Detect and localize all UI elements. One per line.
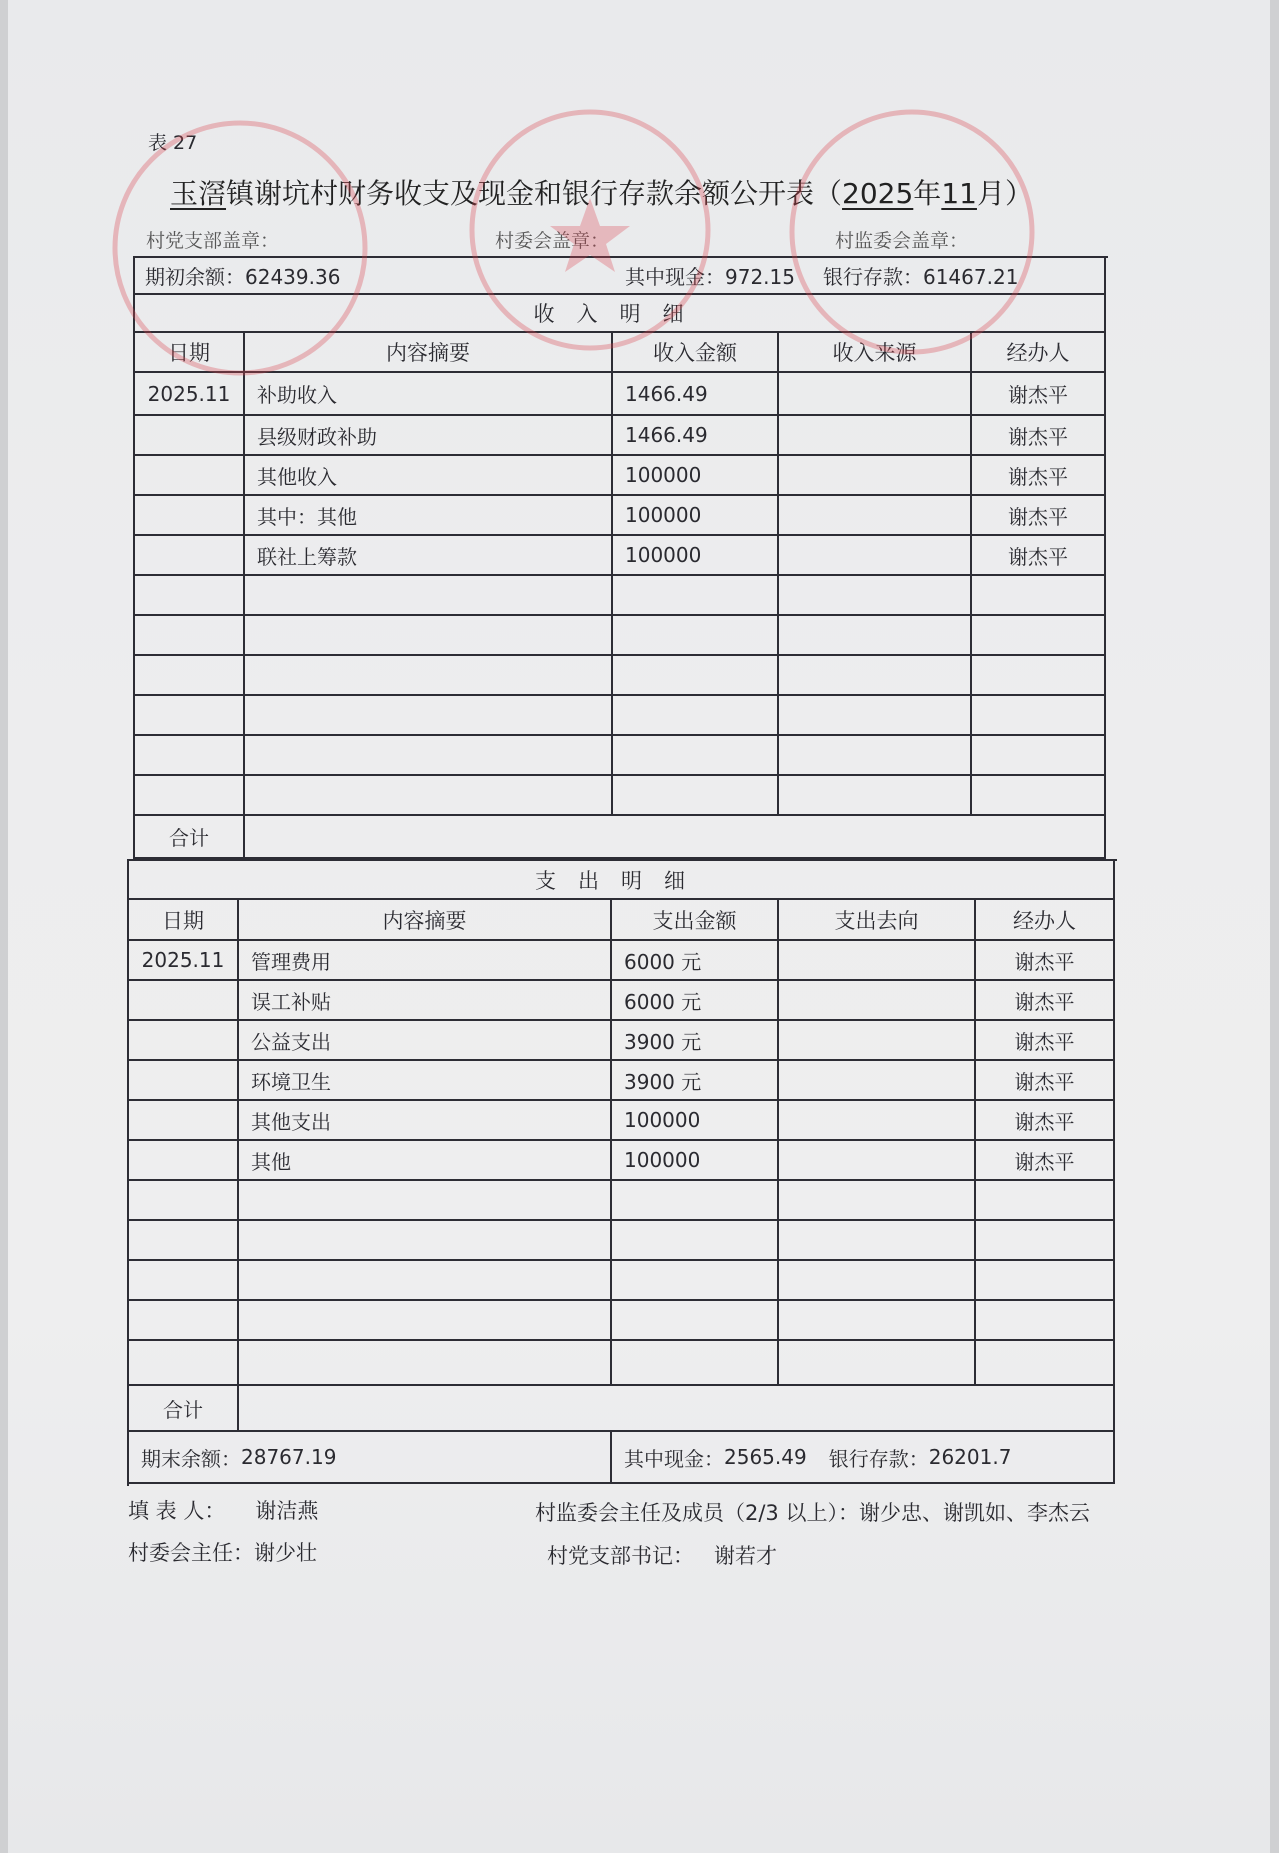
income-row-10-amount bbox=[613, 736, 779, 776]
secretary-line bbox=[547, 1540, 777, 1570]
expense-row-8-handler bbox=[976, 1221, 1115, 1261]
income-row-2-summary: 县级财政补助 bbox=[245, 416, 613, 456]
title-month-suffix: 月） bbox=[976, 177, 1033, 210]
closing-balance bbox=[129, 1432, 612, 1484]
income-row-3-date bbox=[135, 456, 245, 496]
expense-row-8-summary bbox=[239, 1221, 612, 1261]
expense-row-11-dest bbox=[779, 1341, 976, 1386]
expense-row-8-amount bbox=[612, 1221, 779, 1261]
income-row-9-summary bbox=[245, 696, 613, 736]
expense-row-5-dest bbox=[779, 1101, 976, 1141]
expense-row-2-dest bbox=[779, 981, 976, 1021]
expense-row-3-amount: 3900 元 bbox=[612, 1021, 779, 1061]
income-header-amount: 收入金额 bbox=[613, 333, 779, 373]
closing-value: 28767.19 bbox=[241, 1445, 337, 1469]
expense-header-date: 日期 bbox=[129, 900, 239, 941]
expense-row-2-handler: 谢杰平 bbox=[976, 981, 1115, 1021]
secretary-label: 村党支部书记： bbox=[547, 1544, 694, 1568]
income-row-8-handler bbox=[972, 656, 1106, 696]
expense-total-value bbox=[239, 1386, 1115, 1432]
expense-row-3-handler: 谢杰平 bbox=[976, 1021, 1115, 1061]
income-row-5-source bbox=[779, 536, 972, 576]
income-total-value bbox=[245, 816, 1106, 859]
income-total-label: 合计 bbox=[135, 816, 245, 859]
expense-row-7-amount bbox=[612, 1181, 779, 1221]
income-row-4-source bbox=[779, 496, 972, 536]
expense-row-1-amount: 6000 元 bbox=[612, 941, 779, 981]
expense-header-summary: 内容摘要 bbox=[239, 900, 612, 941]
income-row-6-source bbox=[779, 576, 972, 616]
income-row-8-date bbox=[135, 656, 245, 696]
income-row-11-handler bbox=[972, 776, 1106, 816]
expense-row-4-dest bbox=[779, 1061, 976, 1101]
income-header-handler: 经办人 bbox=[972, 333, 1106, 373]
income-row-11-source bbox=[779, 776, 972, 816]
income-row-3-summary: 其他收入 bbox=[245, 456, 613, 496]
expense-row-9-amount bbox=[612, 1261, 779, 1301]
expense-section-title: 支出明细 bbox=[129, 861, 1115, 900]
expense-row-9-dest bbox=[779, 1261, 976, 1301]
party-seal-label: 村党支部盖章： bbox=[146, 230, 280, 252]
expense-header-amount: 支出金额 bbox=[612, 900, 779, 941]
opening-cash bbox=[625, 261, 1018, 290]
expense-row-9-date bbox=[129, 1261, 239, 1301]
title-month: 11 bbox=[941, 177, 977, 210]
expense-row-10-dest bbox=[779, 1301, 976, 1341]
income-header-source: 收入来源 bbox=[779, 333, 972, 373]
title-main: 镇谢坑村财务收支及现金和银行存款余额公开表（ bbox=[226, 177, 843, 210]
expense-row-5-handler: 谢杰平 bbox=[976, 1101, 1115, 1141]
expense-row-5-summary: 其他支出 bbox=[239, 1101, 612, 1141]
expense-row-1-date: 2025.11 bbox=[129, 941, 239, 981]
income-row-8-amount bbox=[613, 656, 779, 696]
opening-balance-row bbox=[135, 258, 1106, 295]
expense-row-3-dest bbox=[779, 1021, 976, 1061]
expense-row-8-date bbox=[129, 1221, 239, 1261]
expense-row-6-date bbox=[129, 1141, 239, 1181]
expense-row-4-summary: 环境卫生 bbox=[239, 1061, 612, 1101]
income-row-9-handler bbox=[972, 696, 1106, 736]
income-row-3-source bbox=[779, 456, 972, 496]
income-row-7-date bbox=[135, 616, 245, 656]
filler-label: 填 表 人： bbox=[128, 1499, 226, 1523]
supervision-seal-label: 村监委会盖章： bbox=[835, 230, 969, 252]
supervision-members: 谢少忠、谢凯如、李杰云 bbox=[858, 1501, 1090, 1525]
income-row-11-date bbox=[135, 776, 245, 816]
expense-row-2-amount: 6000 元 bbox=[612, 981, 779, 1021]
expense-row-6-summary: 其他 bbox=[239, 1141, 612, 1181]
opening-cash-label: 其中现金： bbox=[625, 265, 725, 289]
income-section-title: 收入明细 bbox=[135, 295, 1106, 333]
income-row-6-date bbox=[135, 576, 245, 616]
income-row-2-amount: 1466.49 bbox=[613, 416, 779, 456]
expense-row-4-date bbox=[129, 1061, 239, 1101]
title-town: 玉滘 bbox=[170, 177, 227, 210]
director-name: 谢少壮 bbox=[254, 1541, 317, 1565]
expense-row-4-amount: 3900 元 bbox=[612, 1061, 779, 1101]
expense-row-3-date bbox=[129, 1021, 239, 1061]
opening-bank-label: 银行存款： bbox=[822, 265, 923, 289]
income-row-10-source bbox=[779, 736, 972, 776]
income-row-2-source bbox=[779, 416, 972, 456]
opening-value: 62439.36 bbox=[245, 265, 341, 289]
expense-row-2-summary: 误工补贴 bbox=[239, 981, 612, 1021]
expense-row-10-amount bbox=[612, 1301, 779, 1341]
opening-bank-value: 61467.21 bbox=[922, 265, 1019, 289]
opening-label: 期初余额： bbox=[145, 265, 245, 289]
income-row-5-amount: 100000 bbox=[613, 536, 779, 576]
filler-name: 谢洁燕 bbox=[255, 1499, 319, 1523]
income-row-6-amount bbox=[613, 576, 779, 616]
expense-header-dest: 支出去向 bbox=[779, 900, 976, 941]
closing-cash-bank bbox=[612, 1432, 1115, 1484]
committee-seal-label: 村委会盖章： bbox=[495, 230, 610, 252]
income-row-4-date bbox=[135, 496, 245, 536]
income-row-7-handler bbox=[972, 616, 1106, 656]
title-year-suffix: 年 bbox=[913, 177, 942, 210]
income-row-5-date bbox=[135, 536, 245, 576]
expense-row-9-summary bbox=[239, 1261, 612, 1301]
expense-row-7-dest bbox=[779, 1181, 976, 1221]
page-title bbox=[170, 172, 1033, 212]
income-row-4-amount: 100000 bbox=[613, 496, 779, 536]
income-row-5-summary: 联社上筹款 bbox=[245, 536, 613, 576]
income-row-7-summary bbox=[245, 616, 613, 656]
expense-row-6-dest bbox=[779, 1141, 976, 1181]
expense-row-3-summary: 公益支出 bbox=[239, 1021, 612, 1061]
income-row-9-date bbox=[135, 696, 245, 736]
income-row-1-handler: 谢杰平 bbox=[972, 373, 1106, 416]
director-line bbox=[128, 1537, 317, 1567]
supervision-line bbox=[535, 1497, 1090, 1527]
opening-cash-value: 972.15 bbox=[725, 265, 795, 289]
director-label: 村委会主任： bbox=[128, 1541, 254, 1565]
expense-row-7-summary bbox=[239, 1181, 612, 1221]
income-row-6-summary bbox=[245, 576, 613, 616]
income-row-4-summary: 其中：其他 bbox=[245, 496, 613, 536]
income-row-10-handler bbox=[972, 736, 1106, 776]
income-row-7-source bbox=[779, 616, 972, 656]
expense-row-1-summary: 管理费用 bbox=[239, 941, 612, 981]
income-header-date: 日期 bbox=[135, 333, 245, 373]
income-row-1-date: 2025.11 bbox=[135, 373, 245, 416]
filler-line bbox=[128, 1495, 318, 1525]
expense-row-7-date bbox=[129, 1181, 239, 1221]
closing-label: 期末余额： bbox=[141, 1446, 241, 1471]
income-row-6-handler bbox=[972, 576, 1106, 616]
income-row-10-date bbox=[135, 736, 245, 776]
expense-row-8-dest bbox=[779, 1221, 976, 1261]
expense-row-1-dest bbox=[779, 941, 976, 981]
income-header-summary: 内容摘要 bbox=[245, 333, 613, 373]
closing-cash-label: 其中现金： bbox=[624, 1446, 724, 1471]
income-row-1-amount: 1466.49 bbox=[613, 373, 779, 416]
income-row-10-summary bbox=[245, 736, 613, 776]
supervision-label: 村监委会主任及成员（2/3 以上）： bbox=[535, 1501, 859, 1525]
income-row-3-handler: 谢杰平 bbox=[972, 456, 1106, 496]
secretary-name: 谢若才 bbox=[714, 1544, 777, 1568]
income-row-11-amount bbox=[613, 776, 779, 816]
income-row-1-source bbox=[779, 373, 972, 416]
expense-row-1-handler: 谢杰平 bbox=[976, 941, 1115, 981]
expense-row-7-handler bbox=[976, 1181, 1115, 1221]
expense-row-2-date bbox=[129, 981, 239, 1021]
closing-bank-value: 26201.7 bbox=[928, 1445, 1012, 1469]
expense-row-11-summary bbox=[239, 1341, 612, 1386]
title-year: 2025 bbox=[842, 177, 914, 210]
expense-row-10-summary bbox=[239, 1301, 612, 1341]
table-number: 表 27 bbox=[148, 132, 198, 154]
income-row-8-summary bbox=[245, 656, 613, 696]
expense-row-10-date bbox=[129, 1301, 239, 1341]
expense-row-6-handler: 谢杰平 bbox=[976, 1141, 1115, 1181]
expense-row-11-date bbox=[129, 1341, 239, 1386]
income-row-2-date bbox=[135, 416, 245, 456]
closing-bank-label: 银行存款： bbox=[828, 1446, 929, 1471]
income-row-7-amount bbox=[613, 616, 779, 656]
income-row-5-handler: 谢杰平 bbox=[972, 536, 1106, 576]
expense-row-10-handler bbox=[976, 1301, 1115, 1341]
income-row-11-summary bbox=[245, 776, 613, 816]
expense-row-5-date bbox=[129, 1101, 239, 1141]
income-row-4-handler: 谢杰平 bbox=[972, 496, 1106, 536]
expense-header-handler: 经办人 bbox=[976, 900, 1115, 941]
expense-row-11-handler bbox=[976, 1341, 1115, 1386]
opening-balance bbox=[145, 261, 340, 290]
income-row-3-amount: 100000 bbox=[613, 456, 779, 496]
expense-row-6-amount: 100000 bbox=[612, 1141, 779, 1181]
income-row-9-source bbox=[779, 696, 972, 736]
income-row-1-summary: 补助收入 bbox=[245, 373, 613, 416]
closing-cash-value: 2565.49 bbox=[724, 1445, 807, 1469]
expense-row-11-amount bbox=[612, 1341, 779, 1386]
expense-total-label: 合计 bbox=[129, 1386, 239, 1432]
expense-row-5-amount: 100000 bbox=[612, 1101, 779, 1141]
income-row-2-handler: 谢杰平 bbox=[972, 416, 1106, 456]
income-row-8-source bbox=[779, 656, 972, 696]
expense-row-4-handler: 谢杰平 bbox=[976, 1061, 1115, 1101]
expense-row-9-handler bbox=[976, 1261, 1115, 1301]
income-row-9-amount bbox=[613, 696, 779, 736]
